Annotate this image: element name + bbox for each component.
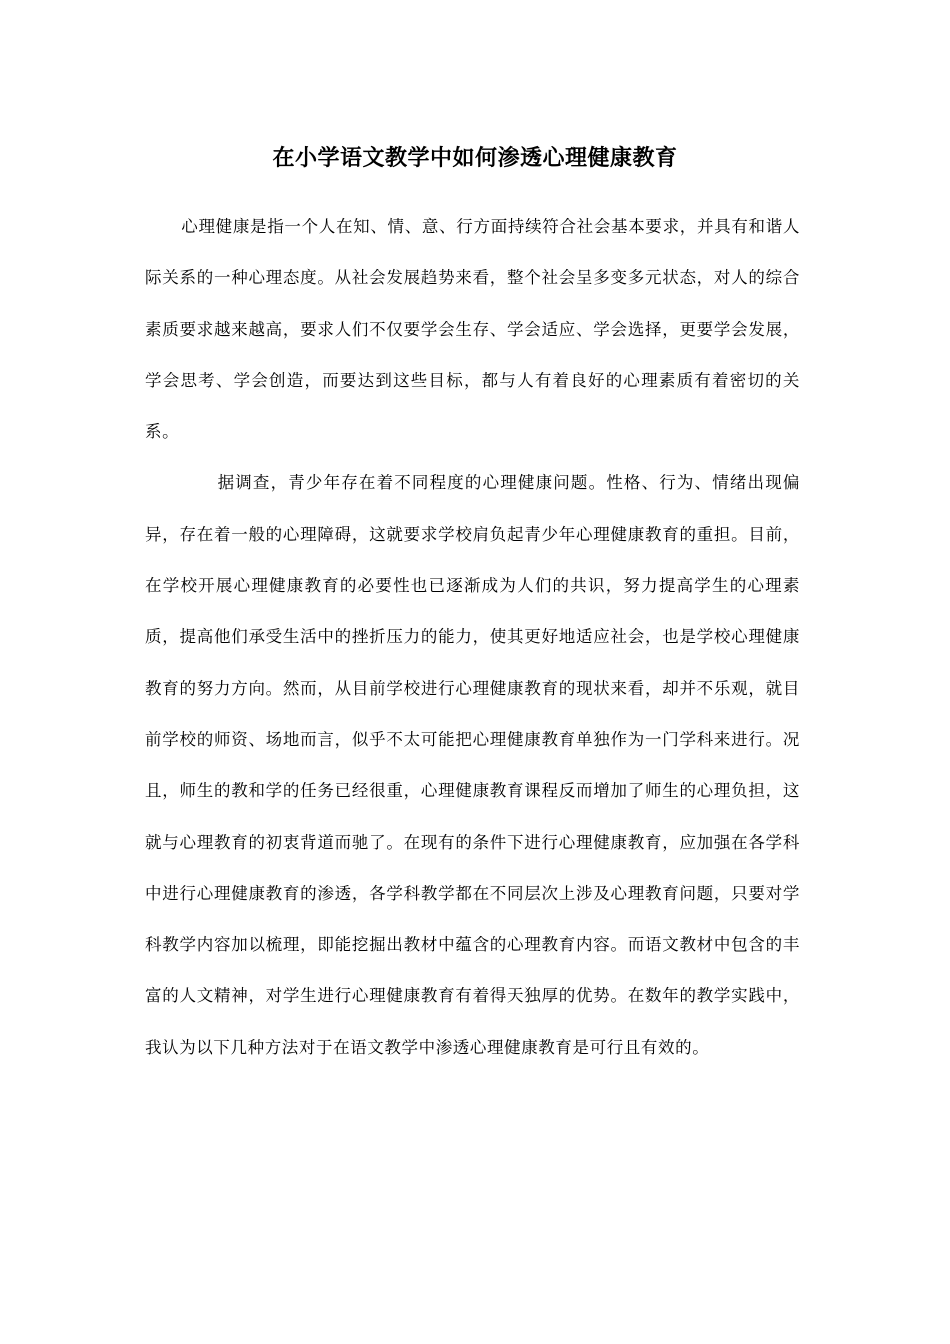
paragraph-2: 据调查，青少年存在着不同程度的心理健康问题。性格、行为、情绪出现偏异，存在着一般的心理障碍，这就要求学校肩负起青少年心理健康教育的重担。目前，在学校开展心理健康教育的必要性也已逐渐成为人们的共识，努力提高学生的心理素质，提高他们承受生活中的挫折压力的能力，使其更好地适应社会，也是学校心理健康教育的努力方向。然而，从目前学校进行心理健康教育的现状来看，却并不乐观，就目前学校的师资、场地而言，似乎不太可能把心理健康教育单独作为一门学科来进行。况且，师生的教和学的任务已经很重，心理健康教育课程反而增加了师生的心理负担，这就与心理教育的初衷背道而驰了。在现有的条件下进行心理健康教育，应加强在各学科中进行心理健康教育的渗透，各学科教学都在不同层次上涉及心理教育问题，只要对学科教学内容加以梳理，即能挖掘出教材中蕴含的心理教育内容。而语文教材中包含的丰富的人文精神，对学生进行心理健康教育有着得天独厚的优势。在数年的教学实践中，我认为以下几种方法对于在语文教学中渗透心理健康教育是可行且有效的。 bbox=[145, 473, 800, 1057]
document-body bbox=[145, 201, 800, 1073]
paragraph-1: 心理健康是指一个人在知、情、意、行方面持续符合社会基本要求，并具有和谐人际关系的一种心理态度。从社会发展趋势来看，整个社会呈多变多元状态，对人的综合素质要求越来越高，要求人们不仅要学会生存、学会适应、学会选择，更要学会发展，学会思考、学会创造，而要达到这些目标，都与人有着良好的心理素质有着密切的关系。 bbox=[145, 217, 800, 442]
document-title: 在小学语文教学中如何渗透心理健康教育 bbox=[272, 145, 678, 171]
